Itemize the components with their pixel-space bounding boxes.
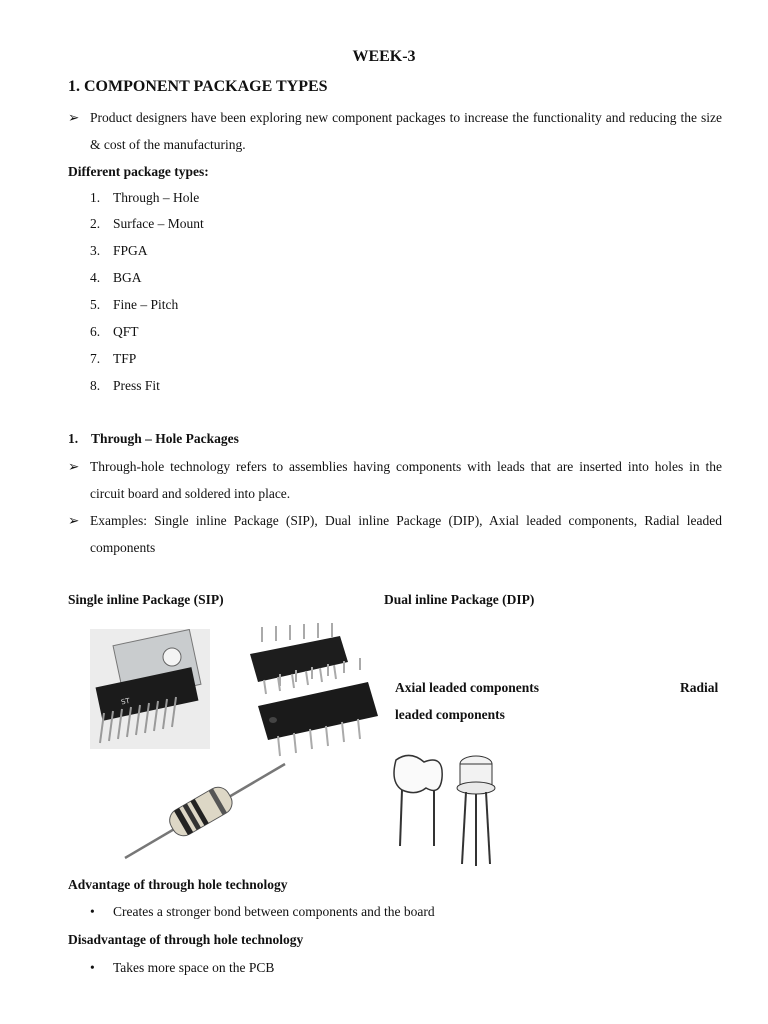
list-item: 2. Surface – Mount	[90, 216, 204, 231]
radial-components-image	[386, 748, 506, 870]
list-item: 3. FPGA	[90, 243, 148, 258]
axial-caption: Axial leaded components	[395, 680, 540, 695]
list-item: • Creates a stronger bond between components and the board	[90, 904, 435, 919]
list-item: 1. Through – Hole	[90, 190, 200, 205]
list-item: 4. BGA	[90, 270, 142, 285]
dip-image	[240, 622, 382, 762]
list-item: 8. Press Fit	[90, 378, 160, 393]
types-heading: Different package types:	[68, 164, 209, 179]
radial-caption-b: leaded components	[395, 707, 505, 722]
dip-caption: Dual inline Package (DIP)	[384, 592, 535, 607]
radial-caption-a: Radial	[680, 680, 719, 695]
intro-text: Product designers have been exploring new component packages to increase the functionality and reducing the size & cost of the manufacturing.	[90, 110, 722, 152]
list-item: • Takes more space on the PCB	[90, 960, 275, 975]
through-hole-heading: 1. Through – Hole Packages	[68, 431, 239, 446]
intro-paragraph	[68, 104, 722, 158]
axial-component-image	[120, 756, 290, 866]
list-item: 6. QFT	[90, 324, 139, 339]
through-hole-bullets	[68, 453, 722, 561]
sip-caption: Single inline Package (SIP)	[68, 592, 224, 607]
sip-image	[90, 629, 210, 749]
list-item: 5. Fine – Pitch	[90, 297, 179, 312]
page-heading: WEEK-3	[352, 48, 416, 65]
list-item: 7. TFP	[90, 351, 137, 366]
bullet-icon: •	[90, 960, 95, 975]
list-item: ➢ Examples: Single inline Package (SIP), Dual inline Package (DIP), Axial leaded components, Radial leaded components	[68, 507, 722, 561]
bullet-icon: •	[90, 904, 95, 919]
svg-text:ST: ST	[120, 696, 131, 707]
advantage-heading: Advantage of through hole technology	[68, 877, 288, 892]
disadvantage-heading: Disadvantage of through hole technology	[68, 932, 304, 947]
list-item: ➢ Through-hole technology refers to assemblies having components with leads that are inserted into holes in the circuit board and soldered into place.	[68, 453, 722, 507]
arrow-bullet-icon: ➢	[68, 459, 80, 474]
section-title: 1. COMPONENT PACKAGE TYPES	[68, 78, 328, 95]
arrow-bullet-icon: ➢	[68, 513, 80, 528]
arrow-bullet-icon: ➢	[68, 110, 80, 125]
